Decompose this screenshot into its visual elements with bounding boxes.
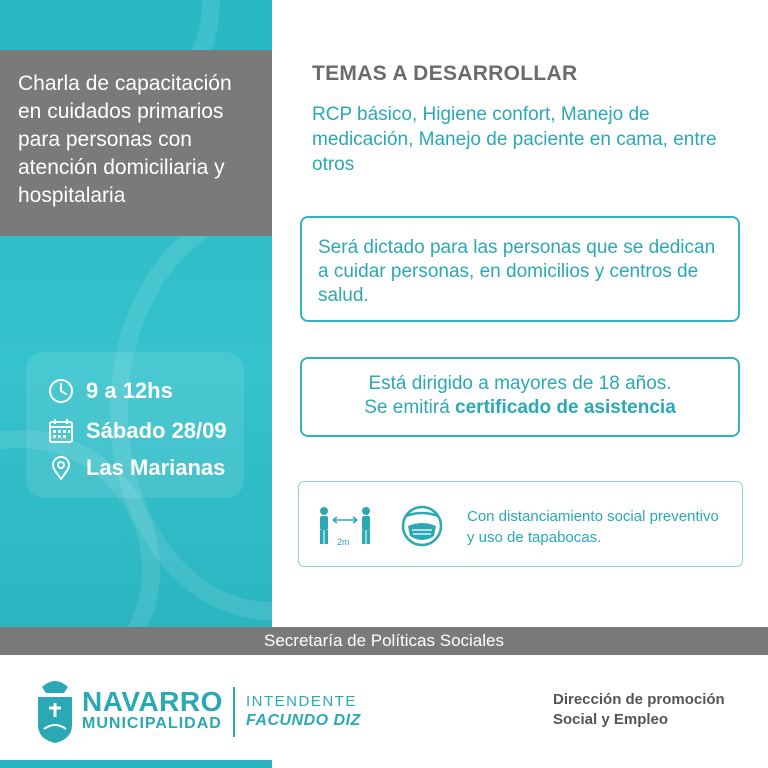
health-measures-card bbox=[298, 481, 743, 567]
footer-stripe bbox=[0, 760, 272, 768]
intendente-label: INTENDENTE bbox=[246, 693, 357, 710]
event-title: Charla de capacitación en cuidados primarios para personas con atención domiciliaria y hospitalaria bbox=[0, 50, 272, 236]
direccion-line-1: Dirección de promoción bbox=[553, 691, 725, 708]
certificate-card bbox=[300, 357, 740, 437]
certificate-prefix: Se emitirá bbox=[364, 397, 456, 418]
direccion-line-2: Social y Empleo bbox=[553, 711, 669, 728]
event-time bbox=[48, 378, 173, 404]
health-measures-text: Con distanciamiento social preventivo y uso de tapabocas. bbox=[467, 508, 719, 546]
event-date bbox=[48, 418, 227, 444]
face-mask-icon bbox=[399, 504, 445, 555]
secretaria-band bbox=[0, 627, 768, 655]
calendar-icon bbox=[48, 418, 74, 444]
social-distance-icon bbox=[317, 506, 373, 555]
event-place bbox=[48, 455, 225, 481]
event-time-text: 9 a 12hs bbox=[86, 378, 173, 403]
audience-card bbox=[300, 216, 740, 322]
event-date-text: Sábado 28/09 bbox=[86, 418, 227, 443]
certificate-bold: certificado de asistencia bbox=[455, 397, 676, 418]
distance-label: 2m bbox=[337, 537, 350, 547]
footer-divider bbox=[233, 687, 235, 737]
topics-heading: TEMAS A DESARROLLAR bbox=[312, 62, 578, 85]
certificate-line bbox=[302, 396, 738, 420]
direccion-text bbox=[553, 690, 725, 730]
age-requirement-text: Está dirigido a mayores de 18 años. bbox=[368, 373, 672, 394]
footer bbox=[0, 655, 768, 768]
right-content bbox=[272, 0, 768, 627]
municipalidad-text: MUNICIPALIDAD bbox=[82, 715, 222, 732]
audience-text: Será dictado para las personas que se dedican a cuidar personas, en domicilios y centros de salud. bbox=[318, 237, 716, 306]
topics-text: RCP básico, Higiene confort, Manejo de medicación, Manejo de paciente en cama, entre otros bbox=[312, 104, 717, 175]
left-panel bbox=[0, 0, 272, 627]
event-place-text: Las Marianas bbox=[86, 455, 226, 480]
navarro-logo-text: NAVARRO bbox=[82, 686, 223, 717]
intendente-name: FACUNDO DIZ bbox=[246, 712, 361, 729]
secretaria-text: Secretaría de Políticas Sociales bbox=[263, 631, 504, 650]
municipal-shield-logo bbox=[34, 677, 76, 750]
location-pin-icon bbox=[48, 455, 74, 481]
clock-icon bbox=[48, 378, 74, 404]
